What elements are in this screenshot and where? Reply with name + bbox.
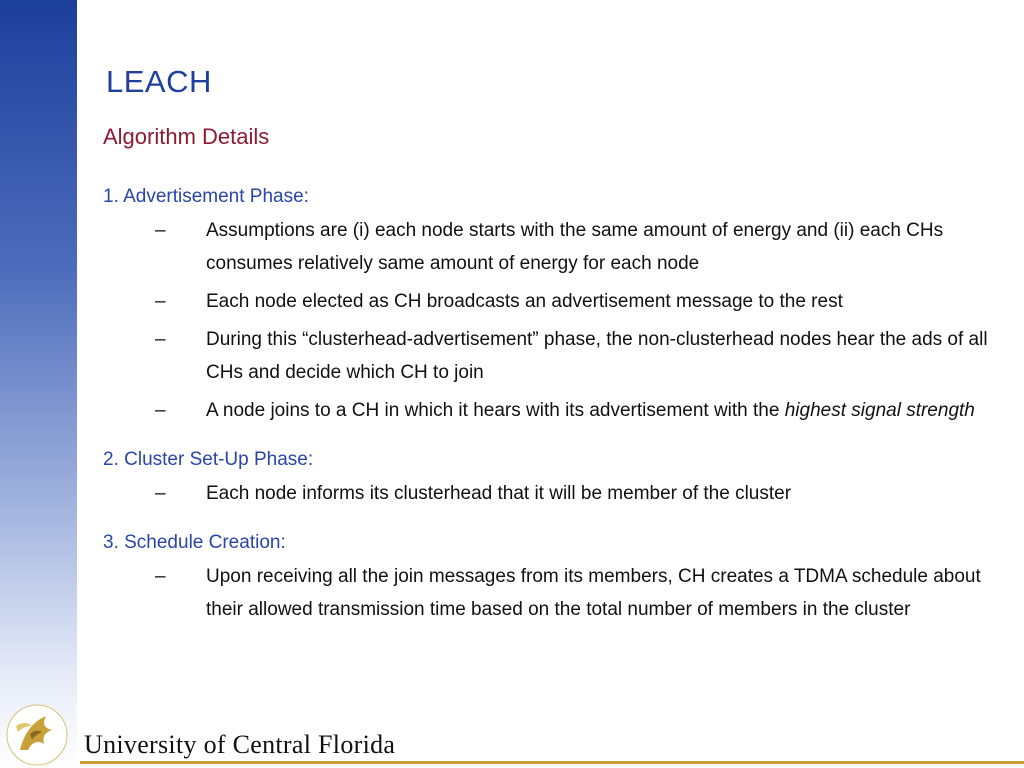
footer — [0, 700, 1024, 768]
bullet-dash: – — [155, 400, 166, 421]
section-heading: 2. Cluster Set-Up Phase: — [103, 449, 314, 470]
pegasus-icon — [6, 704, 68, 766]
slide-content — [103, 186, 993, 648]
bullet-item — [103, 285, 993, 318]
bullet-text: A node joins to a CH in which it hears with its advertisement with the — [206, 400, 785, 421]
section-advertisement-phase — [103, 186, 993, 427]
bullet-dash: – — [155, 220, 166, 241]
section-heading: 3. Schedule Creation: — [103, 532, 286, 553]
bullet-text: Each node informs its clusterhead that it will be member of the cluster — [206, 483, 792, 504]
bullet-item — [103, 214, 993, 280]
university-name: University of Central Florida — [84, 730, 396, 759]
bullet-dash: – — [155, 291, 166, 312]
bullet-text: Upon receiving all the join messages from its members, CH creates a TDMA schedule about their allowed transmission time based on the total number of members in the cluster — [206, 566, 981, 620]
footer-divider — [80, 761, 1024, 764]
slide-subtitle: Algorithm Details — [103, 124, 270, 149]
bullet-item — [103, 477, 993, 510]
sidebar-gradient — [0, 0, 77, 768]
section-heading: 1. Advertisement Phase: — [103, 186, 309, 207]
bullet-text: Assumptions are (i) each node starts with the same amount of energy and (ii) each CHs consumes relatively same amount of energy for each node — [206, 220, 944, 274]
bullet-text: During this “clusterhead-advertisement” phase, the non-clusterhead nodes hear the ads of all CHs and decide which CH to join — [206, 329, 988, 383]
slide-title: LEACH — [106, 64, 212, 99]
bullet-item — [103, 323, 993, 389]
bullet-dash: – — [155, 566, 166, 587]
bullet-item — [103, 394, 993, 427]
bullet-dash: – — [155, 483, 166, 504]
bullet-emphasis-text: highest signal strength — [784, 400, 975, 421]
section-cluster-setup-phase — [103, 449, 993, 510]
bullet-dash: – — [155, 329, 166, 350]
bullet-text: Each node elected as CH broadcasts an advertisement message to the rest — [206, 291, 843, 312]
section-schedule-creation — [103, 532, 993, 626]
bullet-item — [103, 560, 993, 626]
